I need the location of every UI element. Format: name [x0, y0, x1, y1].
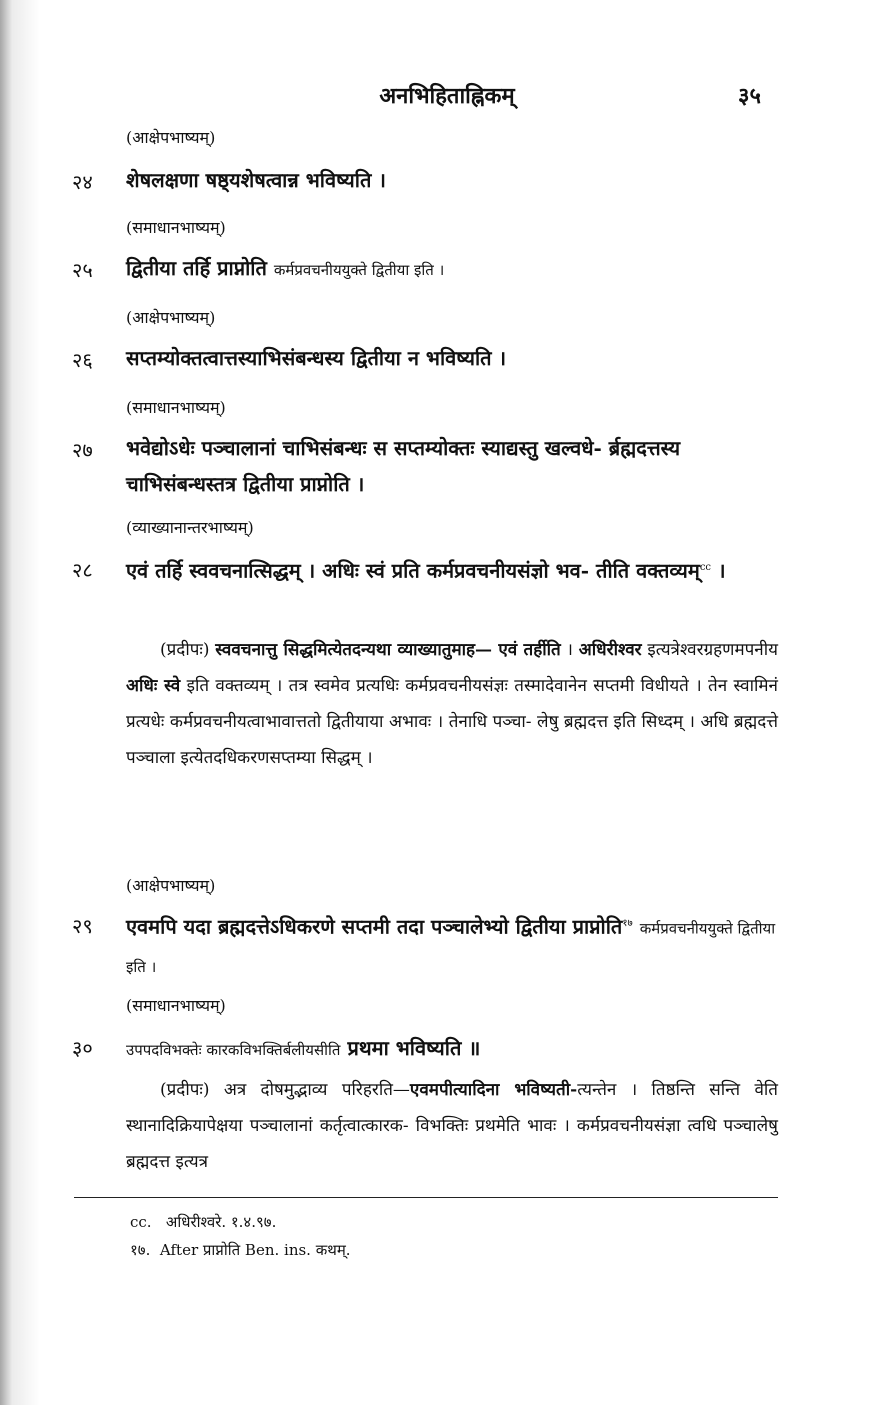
section-label: (आक्षेपभाष्यम्)	[126, 876, 216, 895]
sutra-number: २४	[72, 170, 93, 194]
section-label: (समाधानभाष्यम्)	[126, 996, 226, 1015]
commentary-text: त्यन्तेन । तिष्ठन्ति सन्ति वेति स्थानादिक्रियापेक्षया पञ्चालानां कर्तृत्वात्कारक- विभक्तिः प्रथमेति भावः । कर्मप्रवचनीयसंज्ञा त्वधि पञ्चालेषु ब्रह्मदत्त इत्यत्र	[126, 1080, 779, 1172]
sutra-text: शेषलक्षणा षष्ठ्यशेषत्वान्न भविष्यति ।	[126, 168, 386, 192]
sutra-text-main: प्रथमा भविष्यति ॥	[347, 1036, 481, 1060]
sutra-text-small: उपपदविभक्तेः कारकविभक्तिर्बलीयसीति	[126, 1041, 341, 1059]
sutra-text	[126, 1030, 778, 1068]
section-label: (समाधानभाष्यम्)	[126, 398, 226, 417]
footnote-mark: १७.	[130, 1241, 151, 1259]
footnote-divider	[74, 1197, 778, 1198]
sutra-number: २६	[72, 348, 93, 372]
commentary-text: इत्यत्रेश्वरग्रहणमपनीय	[641, 640, 778, 660]
commentary-bold: अधिः स्वे	[126, 676, 181, 696]
sutra-text-body: एवमपि यदा ब्रह्मदत्तेऽधिकरणे सप्तमी तदा पञ्चालेभ्यो द्वितीया प्राप्नोति	[126, 914, 623, 939]
section-label: (आक्षेपभाष्यम्)	[126, 308, 216, 327]
commentary-label: (प्रदीपः)	[160, 640, 210, 660]
sutra-number: २५	[72, 258, 93, 282]
commentary-text: अत्र दोषमुद्भाव्य परिहरति—	[223, 1080, 410, 1100]
sutra-number: ३०	[72, 1036, 93, 1060]
footnote-ref: १७	[622, 918, 633, 929]
footnote-text: अधिरीश्वरे. १.४.९७.	[165, 1213, 277, 1231]
section-label: (आक्षेपभाष्यम्)	[126, 128, 216, 147]
commentary-bold: एवमपीत्यादिना भविष्यती-	[409, 1080, 578, 1100]
sutra-number: २८	[72, 558, 93, 582]
sutra-text: सप्तम्योक्तत्वात्तस्याभिसंबन्धस्य द्वितीया न भविष्यति ।	[126, 346, 507, 370]
sutra-text-end: ।	[711, 558, 726, 583]
footnote	[130, 1212, 276, 1232]
footnote-text: After प्राप्नोति Ben. ins. कथम्.	[159, 1241, 351, 1259]
page-title: अनभिहिताह्निकम्	[379, 83, 515, 109]
sutra-number: २९	[72, 914, 93, 938]
sutra-text-main: द्वितीया तर्हि प्राप्नोति	[126, 256, 267, 280]
section-label: (समाधानभाष्यम्)	[126, 218, 226, 237]
commentary-bold: अधिरीश्वर	[578, 640, 642, 660]
pradipa-commentary	[126, 632, 778, 776]
sutra-text-body: एवं तर्हि स्ववचनात्सिद्धम् । अधिः स्वं प्रति कर्मप्रवचनीयसंज्ञो भव- तीति वक्तव्यम्	[126, 558, 700, 583]
sutra-text: भवेद्योऽधेः पञ्चालानां चाभिसंबन्धः स सप्तम्योक्तः स्याद्यस्तु खल्वधे- र्ब्रह्मदत्तस्य चाभिसंबन्धस्तत्र द्वितीया प्राप्नोति ।	[126, 436, 681, 496]
pradipa-commentary	[126, 1072, 778, 1180]
section-label: (व्याख्यानान्तरभाष्यम्)	[126, 518, 254, 537]
footnote	[130, 1240, 351, 1260]
commentary-text: इति वक्तव्यम् । तत्र स्वमेव प्रत्यधिः कर्मप्रवचनीयसंज्ञः तस्मादेवानेन सप्तमी विधीयते । तेन स्वामिनं प्रत्यधेः कर्मप्रवचनीयत्वाभावात्ततो द्वितीयाया अभावः । तेनाधि पञ्चा- लेषु ब्रह्मदत्त इति सिध्दम् । अधि ब्रह्मदत्ते पञ्चाला इत्येतदधिकरणसप्तम्या सिद्धम् ।	[126, 676, 778, 768]
scan-edge-shadow	[0, 0, 40, 1405]
sutra-text-small: कर्मप्रवचनीययुक्ते द्वितीया इति ।	[273, 261, 445, 279]
sutra-text	[126, 906, 778, 985]
commentary-bold: स्ववचनात्तु सिद्धमित्येतदन्यथा व्याख्यातुमाह— एवं तर्हीति	[215, 640, 561, 660]
sutra-number: २७	[72, 438, 93, 462]
footnote-ref: cc	[699, 562, 712, 573]
sutra-text-small: कर्मप्रवचनीययुक्ते द्वितीया इति ।	[126, 919, 776, 976]
sutra-text	[126, 250, 778, 288]
commentary-label: (प्रदीपः)	[160, 1080, 210, 1100]
page-number: ३५	[738, 83, 761, 109]
footnote-mark: cc.	[130, 1213, 152, 1231]
commentary-text: ।	[560, 640, 579, 660]
sutra-text	[126, 550, 778, 589]
